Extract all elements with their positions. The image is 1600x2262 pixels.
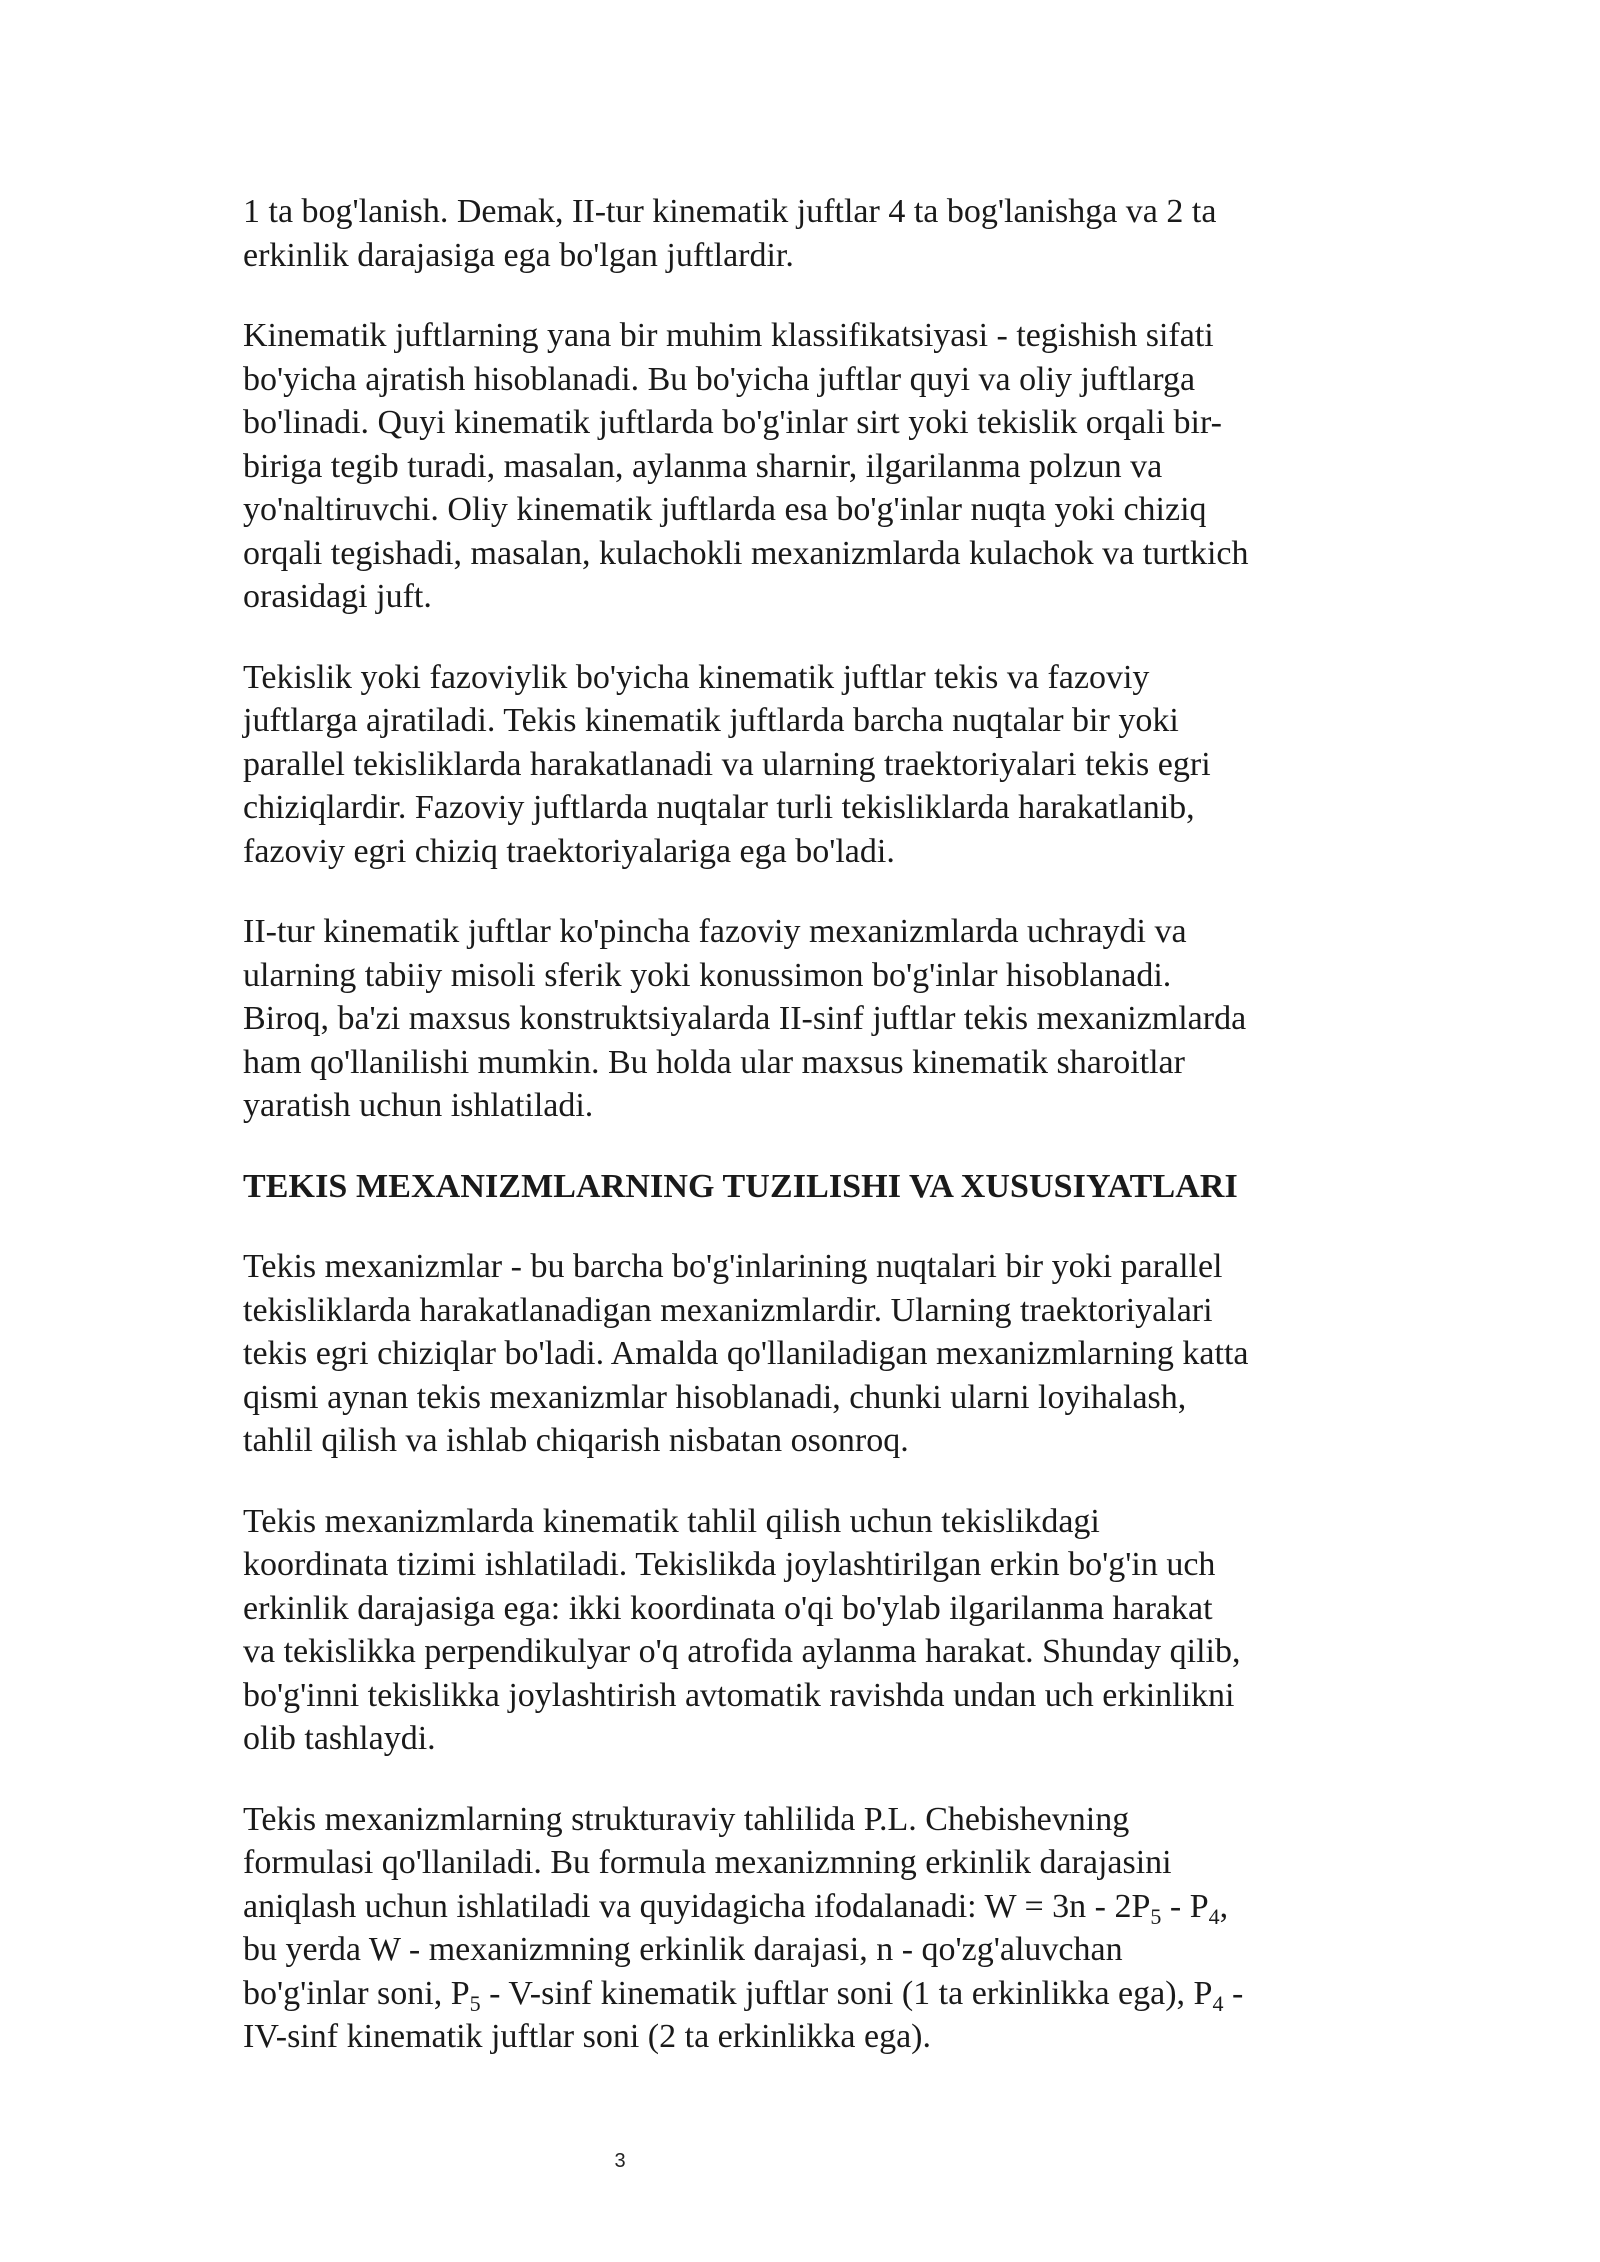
text-line: Tekis mexanizmlarda kinematik tahlil qilish uchun tekislikdagi [243, 1502, 1100, 1540]
text-line: erkinlik darajasiga ega: ikki koordinata o'qi bo'ylab ilgarilanma harakat [243, 1589, 1213, 1627]
text-line: va tekislikka perpendikulyar o'q atrofida aylanma harakat. Shunday qilib, [243, 1633, 1241, 1670]
text-line: Tekislik yoki fazoviylik bo'yicha kinematik juftlar tekis va fazoviy [243, 658, 1150, 696]
subscript: 5 [1150, 1903, 1162, 1929]
text-line: Tekis mexanizmlarning strukturaviy tahlilida P.L. Chebishevning [243, 1800, 1130, 1838]
paragraph-4 [243, 910, 1383, 1128]
formula-text: - P [1161, 1887, 1209, 1925]
paragraph-6 [243, 1500, 1383, 1761]
text-line: bo'g'inni tekislikka joylashtirish avtomatik ravishda undan uch erkinlikni [243, 1676, 1235, 1714]
subscript: 4 [1212, 1990, 1224, 2016]
paragraph-2 [243, 314, 1383, 619]
text-line: II-tur kinematik juftlar ko'pincha fazoviy mexanizmlarda uchraydi va [243, 913, 1187, 950]
text-line: tahlil qilish va ishlab chiqarish nisbatan osonroq. [243, 1422, 909, 1459]
text-line: koordinata tizimi ishlatiladi. Tekislikda joylashtirilgan erkin bo'g'in uch [243, 1546, 1216, 1583]
text-line: qismi aynan tekis mexanizmlar hisoblanadi, chunki ularni loyihalash, [243, 1378, 1187, 1416]
text-line: 1 ta bog'lanish. Demak, II-tur kinematik juftlar 4 ta bog'lanishga va 2 ta [243, 193, 1217, 230]
formula-paragraph [243, 1798, 1383, 2059]
inline-text: - [1223, 1974, 1244, 2012]
text-line [243, 1972, 1383, 2016]
section-heading: TEKIS MEXANIZMLARNING TUZILISHI VA XUSUSIYATLARI [243, 1167, 1238, 1205]
text-line: ularning tabiiy misoli sferik yoki konussimon bo'g'inlar hisoblanadi. [243, 956, 1172, 994]
subscript: 4 [1208, 1903, 1220, 1929]
text-line: bo'yicha ajratish hisoblanadi. Bu bo'yicha juftlar quyi va oliy juftlarga [243, 360, 1196, 398]
paragraph-5 [243, 1245, 1383, 1463]
formula-text: aniqlash uchun ishlatiladi va quyidagicha ifodalanadi: W = 3n - 2P [243, 1887, 1151, 1925]
text-line: yo'naltiruvchi. Oliy kinematik juftlarda esa bo'g'inlar nuqta yoki chiziq [243, 491, 1207, 528]
text-line: IV-sinf kinematik juftlar soni (2 ta erkinlikka ega). [243, 2018, 932, 2055]
text-line: chiziqlardir. Fazoviy juftlarda nuqtalar turli tekisliklarda harakatlanib, [243, 789, 1195, 826]
inline-text: bo'g'inlar soni, P [243, 1974, 470, 2012]
text-line: biriga tegib turadi, masalan, aylanma sharnir, ilgarilanma polzun va [243, 447, 1163, 485]
text-line: orasidagi juft. [243, 578, 432, 615]
page-number: 3 [614, 2150, 626, 2172]
text-line: olib tashlaydi. [243, 1720, 436, 1757]
paragraph-1 [243, 190, 1383, 277]
text-line: Tekis mexanizmlar - bu barcha bo'g'inlarining nuqtalari bir yoki parallel [243, 1248, 1223, 1285]
text-line: Kinematik juftlarning yana bir muhim klassifikatsiyasi - tegishish sifati [243, 317, 1214, 354]
text-line: erkinlik darajasiga ega bo'lgan juftlardir. [243, 236, 794, 274]
text-line: juftlarga ajratiladi. Tekis kinematik juftlarda barcha nuqtalar bir yoki [243, 702, 1179, 739]
text-line: ham qo'llanilishi mumkin. Bu holda ular maxsus kinematik sharoitlar [243, 1043, 1185, 1081]
text-line: Biroq, ba'zi maxsus konstruktsiyalarda II-sinf juftlar tekis mexanizmlarda [243, 1000, 1247, 1037]
text-line: bu yerda W - mexanizmning erkinlik darajasi, n - qo'zg'aluvchan [243, 1931, 1123, 1968]
text-line: tekisliklarda harakatlanadigan mexanizmlardir. Ularning traektoriyalari [243, 1291, 1213, 1329]
subscript: 5 [469, 1990, 481, 2016]
inline-text: - V-sinf kinematik juftlar soni (1 ta erkinlikka ega), P [480, 1974, 1213, 2012]
formula-text: , [1219, 1887, 1229, 1925]
text-line: orqali tegishadi, masalan, kulachokli mexanizmlarda kulachok va turtkich [243, 534, 1249, 572]
text-line: parallel tekisliklarda harakatlanadi va ularning traektoriyalari tekis egri [243, 745, 1211, 783]
text-line: bo'linadi. Quyi kinematik juftlarda bo'g'inlar sirt yoki tekislik orqali bir- [243, 404, 1222, 441]
formula-line [243, 1885, 1383, 1929]
text-line: fazoviy egri chiziq traektoriyalariga ega bo'ladi. [243, 832, 895, 870]
text-line: formulasi qo'llaniladi. Bu formula mexanizmning erkinlik darajasini [243, 1844, 1172, 1881]
text-line: yaratish uchun ishlatiladi. [243, 1087, 594, 1124]
page-content [243, 190, 1383, 2096]
paragraph-3 [243, 656, 1383, 874]
text-line: tekis egri chiziqlar bo'ladi. Amalda qo'llaniladigan mexanizmlarning katta [243, 1335, 1249, 1372]
